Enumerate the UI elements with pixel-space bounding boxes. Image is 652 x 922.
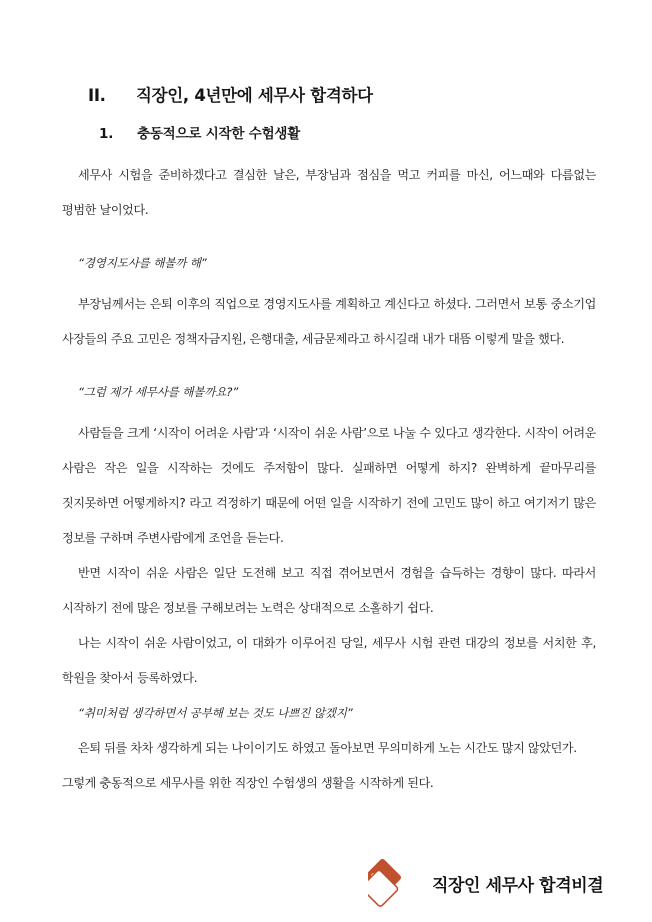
paragraph: 은퇴 뒤를 차차 생각하게 되는 나이이기도 하였고 돌아보면 무의미하게 노는 시간도 많지 않았던가. 그렇게 충동적으로 세무사를 위한 직장인 수험생의 생활을 시작하게 된다. — [62, 741, 577, 790]
heading-level-2-text: 충동적으로 시작한 수험생활 — [137, 126, 301, 142]
heading-level-1 — [88, 82, 373, 106]
paragraph: 사람들을 크게 ‘시작이 어려운 사람’과 ‘시작이 쉬운 사람’으로 나눌 수 있다고 생각한다. 시작이 어려운 사람은 작은 일을 시작하는 것에도 주저함이 많다. 실패하면 어떻게 하지? 완벽하게 끝마무리를 짓지못하면 어떻게하지? 라고 걱정하기 때문에 어떤 일을 시작하기 전에 고민도 많이 하고 여기저기 많은 정보를 구하며 주변사람에게 조언을 듣는다. — [62, 426, 596, 545]
heading-level-1-text: 직장인, 4년만에 세무사 합격하다 — [136, 86, 373, 105]
spacer — [62, 228, 596, 246]
paragraph: 세무사 시험을 준비하겠다고 결심한 날은, 부장님과 점심을 먹고 커피를 마신, 어느때와 다름없는 평범한 날이었다. — [62, 168, 596, 217]
footer-branding — [368, 858, 603, 908]
quote-line: “그럼 제가 세무사를 해볼까요?” — [78, 385, 239, 399]
paragraph: 부장님께서는 은퇴 이후의 직업으로 경영지도사를 계획하고 계신다고 하셨다. 그러면서 보통 중소기업 사장들의 주요 고민은 정책자금지원, 은행대출, 세금문제라고 하시길래 내가 대뜸 이렇게 말을 했다. — [62, 297, 596, 346]
spacer — [62, 357, 596, 375]
heading-level-1-number: II. — [88, 86, 106, 105]
heading-level-2-number: 1. — [99, 126, 114, 142]
quote-line: “경영지도사를 해볼까 해” — [78, 256, 207, 270]
paragraph: 나는 시작이 쉬운 사람이었고, 이 대화가 이루어진 당일, 세무사 시험 관련 대강의 정보를 서치한 후, 학원을 찾아서 등록하였다. — [62, 636, 596, 685]
quote-line: “취미처럼 생각하면서 공부해 보는 것도 나쁘진 않겠지” — [78, 706, 353, 720]
paragraph: 반면 시작이 쉬운 사람은 일단 도전해 보고 직접 겪어보면서 경험을 습득하는 경향이 많다. 따라서 시작하기 전에 많은 정보를 구해보려는 노력은 상대적으로 소홀하기 쉽다. — [62, 566, 596, 615]
heading-level-2 — [99, 122, 300, 142]
price-tag-icon — [368, 858, 420, 908]
body-content — [62, 158, 596, 801]
footer-brand-text: 직장인 세무사 합격비결 — [432, 875, 604, 896]
